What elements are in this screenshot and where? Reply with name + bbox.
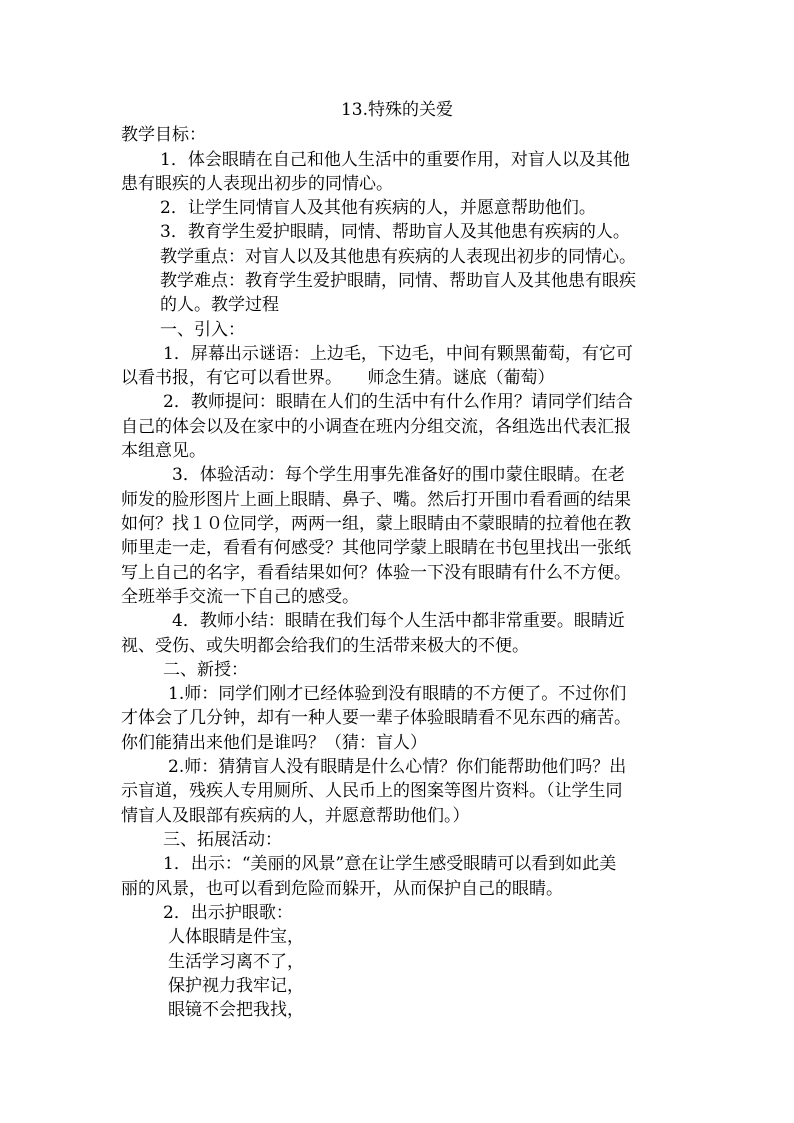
text-line: 你们能猜出来他们是谁吗？（猜：盲人） — [121, 733, 427, 753]
text-line: 眼镜不会把我找， — [168, 1000, 304, 1020]
text-line: 1．出示：“美丽的风景”意在让学生感受眼睛可以看到如此美 — [163, 854, 617, 874]
text-line: 教学目标： — [121, 125, 206, 145]
text-line: 1．体会眼睛在自己和他人生活中的重要作用，对盲人以及其他 — [160, 150, 630, 170]
text-line: 自己的体会以及在家中的小调查在班内分组交流，各组选出代表汇报 — [121, 417, 631, 437]
text-line: 情盲人及眼部有疾病的人，并愿意帮助他们。） — [121, 806, 470, 826]
text-line: 以看书报，有它可以看世界。 师念生猜。谜底（葡萄） — [121, 368, 555, 388]
text-line: 三、拓展活动： — [163, 830, 282, 850]
text-line: 人体眼睛是件宝， — [168, 927, 304, 947]
text-line: 2.师：猜猜盲人没有眼睛是什么心情？你们能帮助他们吗？出 — [168, 757, 627, 777]
text-line: 一、引入： — [160, 320, 245, 340]
text-line: 3．教育学生爱护眼睛，同情、帮助盲人及其他患有疾病的人。 — [160, 222, 630, 242]
text-line: 4．教师小结：眼睛在我们每个人生活中都非常重要。眼睛近 — [172, 611, 625, 631]
text-line: 如何？找１０位同学，两两一组，蒙上眼睛由不蒙眼睛的拉着他在教 — [121, 514, 631, 534]
text-line: 才体会了几分钟，却有一种人要一辈子体验眼睛看不见东西的痛苦。 — [121, 708, 631, 728]
text-line: 二、新授： — [163, 660, 248, 680]
text-line: 1．屏幕出示谜语：上边毛，下边毛，中间有颗黑葡萄，有它可 — [163, 344, 633, 364]
text-line: 2．出示护眼歌： — [163, 903, 293, 923]
text-line: 教学重点：对盲人以及其他患有疾病的人表现出初步的同情心。 — [160, 247, 636, 267]
text-line: 2．教师提问：眼睛在人们的生活中有什么作用？请同学们结合 — [163, 392, 633, 412]
text-line: 写上自己的名字，看看结果如何？体验一下没有眼睛有什么不方便。 — [121, 563, 631, 583]
text-line: 本组意见。 — [121, 441, 206, 461]
document-title: 13.特殊的关爱 — [340, 100, 454, 120]
text-line: 保护视力我牢记， — [168, 976, 304, 996]
text-line: 1.师：同学们刚才已经体验到没有眼睛的不方便了。不过你们 — [168, 684, 627, 704]
text-line: 的人。教学过程 — [160, 295, 279, 315]
text-line: 全班举手交流一下自己的感受。 — [121, 587, 359, 607]
text-line: 2．让学生同情盲人及其他有疾病的人，并愿意帮助他们。 — [160, 198, 596, 218]
text-line: 患有眼疾的人表现出初步的同情心。 — [121, 174, 393, 194]
text-line: 生活学习离不了， — [168, 952, 304, 972]
text-line: 师发的脸形图片上画上眼睛、鼻子、嘴。然后打开围巾看看画的结果 — [121, 490, 631, 510]
text-line: 丽的风景，也可以看到危险而躲开，从而保护自己的眼睛。 — [121, 879, 563, 899]
text-line: 示盲道，残疾人专用厕所、人民币上的图案等图片资料。（让学生同 — [121, 781, 623, 801]
text-line: 师里走一走，看看有何感受？其他同学蒙上眼睛在书包里找出一张纸 — [121, 538, 631, 558]
text-line: 教学难点：教育学生爱护眼睛，同情、帮助盲人及其他患有眼疾 — [160, 271, 636, 291]
text-line: 3．体验活动：每个学生用事先准备好的围巾蒙住眼睛。在老 — [172, 465, 625, 485]
text-line: 视、受伤、或失明都会给我们的生活带来极大的不便。 — [121, 636, 529, 656]
